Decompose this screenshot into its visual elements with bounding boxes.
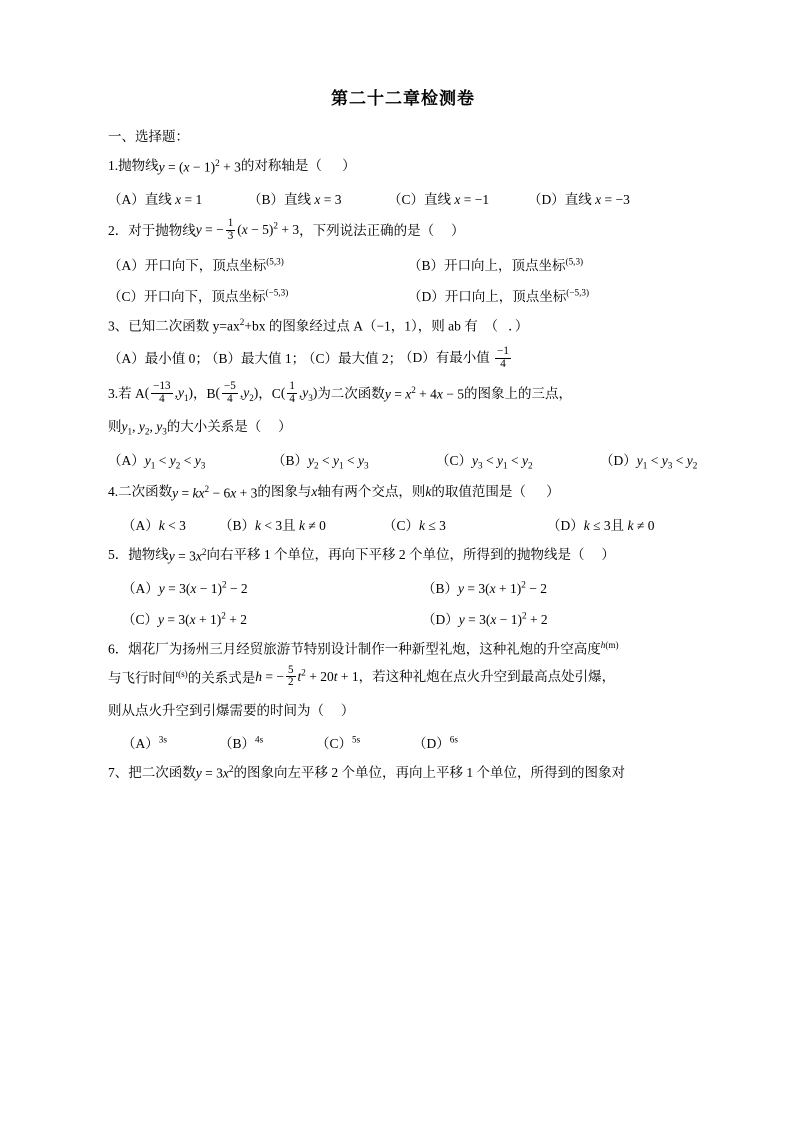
- question-6-line3: 则从点火升空到引爆需要的时间为（ ）: [108, 703, 355, 719]
- question-1: 1.抛物线$y = (x - 1)^2 + 3$的对称轴是（ ）: [108, 156, 698, 177]
- question-5-options-row2: [108, 608, 698, 628]
- option-d[interactable]: （D）直线 x = −3: [528, 191, 630, 207]
- question-5: 5．抛物线$y = 3x^2$向右平移 1 个单位，再向下平移 2 个单位，所得到的抛物线是（ ）: [108, 545, 698, 566]
- question-6-line2: 与飞行时间$^{t(s)}$的关系式是 h = − $\frac{5}{2}$ $t^2 + 20t + 1$ ，若这种礼炮在点火升空到最高点处引爆，: [108, 663, 616, 689]
- option-b[interactable]: $(B)y = 3(x + 1)^2 - 2$: [422, 579, 547, 596]
- option-a[interactable]: （A）最小值 0；: [108, 350, 209, 366]
- option-b[interactable]: （B）最大值 1；: [205, 350, 306, 366]
- question-3b-options: [108, 449, 698, 471]
- question-4-options: [108, 514, 698, 534]
- question-4-formula: $y = kx^2 - 6x + 3$: [172, 483, 258, 501]
- option-c[interactable]: $(C)y = 3(x + 1)^2 + 2$: [122, 610, 247, 627]
- question-7: 7、把二次函数$y = 3x^2$的图象向左平移 2 个单位，再向上平移 1 个单位，所得到的图象对: [108, 763, 698, 784]
- page-title: 第二十二章检测卷: [331, 89, 475, 108]
- option-b[interactable]: $(B)^{4s}$: [219, 734, 264, 751]
- question-1-options: [108, 188, 698, 208]
- option-d[interactable]: $(D)y = 3(x - 1)^2 + 2$: [422, 610, 548, 627]
- question-3a-options: [108, 347, 698, 371]
- option-a[interactable]: $(A)y_1 < y_2 < y_3$: [108, 453, 206, 471]
- question-6-formula: h = − $\frac{5}{2}$ $t^2 + 20t + 1$: [255, 663, 359, 689]
- question-2-options-row2: [108, 285, 698, 305]
- section-heading: 一、选择题：: [108, 129, 189, 144]
- question-2-formula: y = − $\frac{1}{3}$ $(x - 5)^2 + 3$: [195, 216, 300, 242]
- option-d[interactable]: $(D)y_1 < y_3 < y_2$: [600, 453, 698, 471]
- option-a[interactable]: （A）直线 x = 1: [108, 191, 203, 207]
- option-a[interactable]: （A）开口向下，顶点坐标$^{(5,3)}$: [108, 256, 284, 274]
- question-4: 4.二次函数$y = kx^2 - 6x + 3$的图象与x轴有两个交点，则k的取值范围是（ ）: [108, 482, 698, 503]
- question-3a: 3、已知二次函数 $y=ax^2+bx$ 的图象经过点 A（−1，1），则 ab 有 （ ．）: [108, 317, 529, 334]
- option-b[interactable]: （B）k < 3且 k ≠ 0: [219, 517, 326, 533]
- question-7-formula: $y = 3x^2$: [195, 764, 234, 781]
- option-d[interactable]: （D）开口向上，顶点坐标$^{(-5,3)}$: [408, 287, 589, 305]
- question-3b: 3.若 A ( $\frac{-13}{4}$ $,y_1$) ，B ( $\frac{-5}{4}$ $,y_2$) ，C ( $\frac{1}{4}$ $,y_3$) 为二次函数 $y = x^2 + 4x - 5$ 的图象上的三点，: [108, 380, 573, 406]
- question-6-line1: 6．烟花厂为扬州三月经贸旅游节特别设计制作一种新型礼炮，这种礼炮的升空高度$^{h(m)}$: [108, 639, 619, 657]
- option-c[interactable]: （C）最大值 2；: [302, 350, 403, 366]
- option-b[interactable]: （B）开口向上，顶点坐标$^{(5,3)}$: [408, 256, 584, 274]
- option-a[interactable]: $(A)y = 3(x - 1)^2 - 2$: [122, 579, 248, 596]
- option-c[interactable]: $(C)^{5s}$: [316, 734, 361, 751]
- question-6-options: [108, 732, 698, 752]
- question-5-formula: $y = 3x^2$: [168, 546, 207, 564]
- option-c[interactable]: （C）开口向下，顶点坐标$^{(-5,3)}$: [108, 287, 289, 305]
- option-c[interactable]: $(C)y_3 < y_1 < y_2$: [436, 453, 533, 471]
- option-d[interactable]: （D）有最小值 $\frac{-1}{4}$: [399, 345, 509, 370]
- question-2-options-row1: [108, 254, 698, 274]
- option-c[interactable]: （C）直线 x = −1: [388, 191, 490, 207]
- question-3b-cont: 则 $y_1$, $y_2$, $y_3$ 的大小关系是（ ）: [108, 418, 292, 437]
- question-5-options-row1: [108, 577, 698, 597]
- option-c[interactable]: （C）k ≤ 3: [383, 517, 446, 533]
- option-a[interactable]: （A）k < 3: [122, 517, 186, 533]
- option-d[interactable]: $(D)^{6s}$: [413, 734, 458, 751]
- option-d[interactable]: （D）k ≤ 3且 k ≠ 0: [547, 517, 655, 533]
- question-1-formula: $y = (x - 1)^2 + 3$: [158, 157, 241, 175]
- question-2: 2．对于抛物线 y = − $\frac{1}{3}$ $(x - 5)^2 + 3$ ，下列说法正确的是（ ）: [108, 216, 465, 242]
- option-b[interactable]: （B）直线 x = 3: [248, 191, 342, 207]
- question-3b-formula: $y = x^2 + 4x - 5$: [384, 385, 465, 402]
- option-b[interactable]: $(B)y_2 < y_1 < y_3$: [272, 453, 369, 471]
- option-a[interactable]: $(A)^{3s}$: [122, 734, 167, 751]
